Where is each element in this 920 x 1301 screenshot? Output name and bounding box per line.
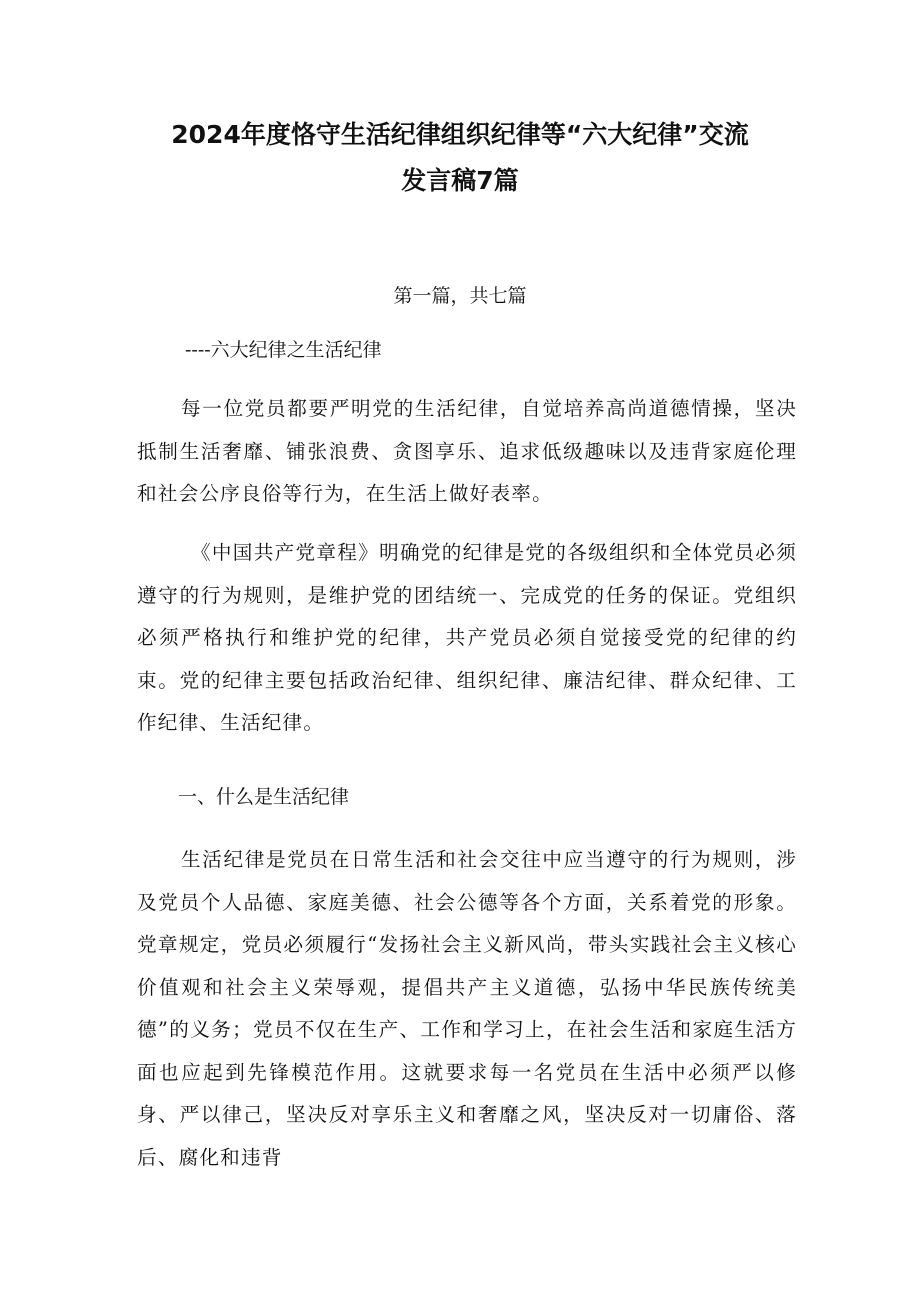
title-line-1: 2024年度恪守生活纪律组织纪律等“六大纪律”交流 xyxy=(171,120,749,149)
title-line-2: 发言稿7篇 xyxy=(401,166,519,195)
paragraph-charter: 《中国共产党章程》明确党的纪律是党的各级组织和全体党员必须遵守的行为规则，是维护党的团结统一、完成党的任务的保证。党组织必须严格执行和维护党的纪律，共产党员必须自觉接受党的纪律的约束。党的纪律主要包括政治纪律、组织纪律、廉洁纪律、群众纪律、工作纪律、生活纪律。 xyxy=(137,541,797,734)
paragraph-definition: 生活纪律是党员在日常生活和社会交往中应当遵守的行为规则，涉及党员个人品德、家庭美德、社会公德等各个方面，关系着党的形象。党章规定，党员必须履行“发扬社会主义新风尚，带头实践社会主义核心价值观和社会主义荣辱观，提倡共产主义道德，弘扬中华民族传统美德”的义务；党员不仅在生产、工作和学习上，在社会生活和家庭生活方面也应起到先锋模范作用。这就要求每一名党员在生活中必须严以修身、严以律己，坚决反对享乐主义和奢靡之风，坚决反对一切庸俗、落后、腐化和违背 xyxy=(137,848,797,1169)
paragraph-intro: 每一位党员都要严明党的生活纪律，自觉培养高尚道德情操，坚决抵制生活奢靡、铺张浪费、贪图享乐、追求低级趣味以及违背家庭伦理和社会公序良俗等行为，在生活上做好表率。 xyxy=(137,397,797,505)
document-title xyxy=(100,112,820,204)
section-heading: 一、什么是生活纪律 xyxy=(178,786,350,808)
section-tag: ----六大纪律之生活纪律 xyxy=(185,339,382,361)
part-subtitle: 第一篇，共七篇 xyxy=(393,285,527,307)
